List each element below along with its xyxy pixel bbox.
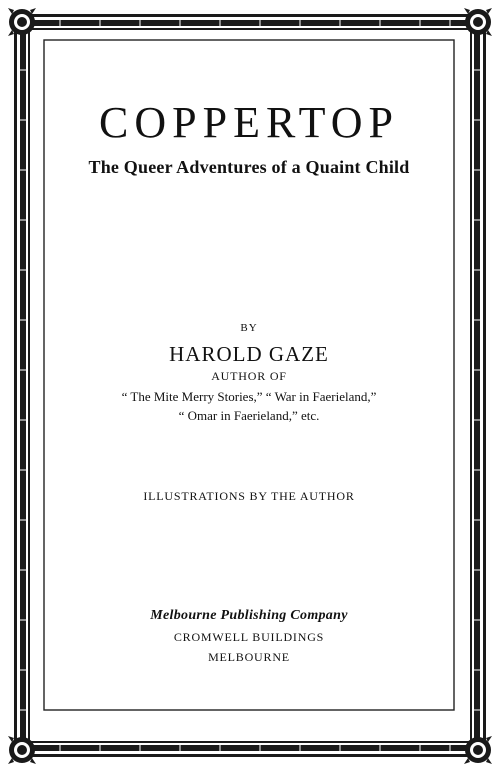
- author-of-label: AUTHOR OF: [211, 369, 287, 383]
- corner-ornament-bottom-left: [8, 736, 36, 764]
- publisher-address-line-2: MELBOURNE: [208, 650, 290, 664]
- illustrations-credit: ILLUSTRATIONS BY THE AUTHOR: [143, 489, 355, 503]
- book-subtitle: The Queer Adventures of a Quaint Child: [88, 157, 410, 177]
- author-name: HAROLD GAZE: [169, 342, 329, 366]
- book-title: COPPERTOP: [99, 98, 399, 147]
- previous-works-line-1: “ The Mite Merry Stories,” “ War in Faerieland,”: [121, 389, 377, 404]
- publisher-address-line-1: CROMWELL BUILDINGS: [173, 630, 325, 644]
- corner-ornament-top-left: [8, 8, 36, 36]
- publisher-name: Melbourne Publishing Company: [150, 608, 348, 623]
- by-label: BY: [240, 322, 258, 334]
- corner-ornament-top-right: [464, 8, 492, 36]
- corner-ornament-bottom-right: [464, 736, 492, 764]
- previous-works-line-2: “ Omar in Faerieland,” etc.: [178, 408, 320, 423]
